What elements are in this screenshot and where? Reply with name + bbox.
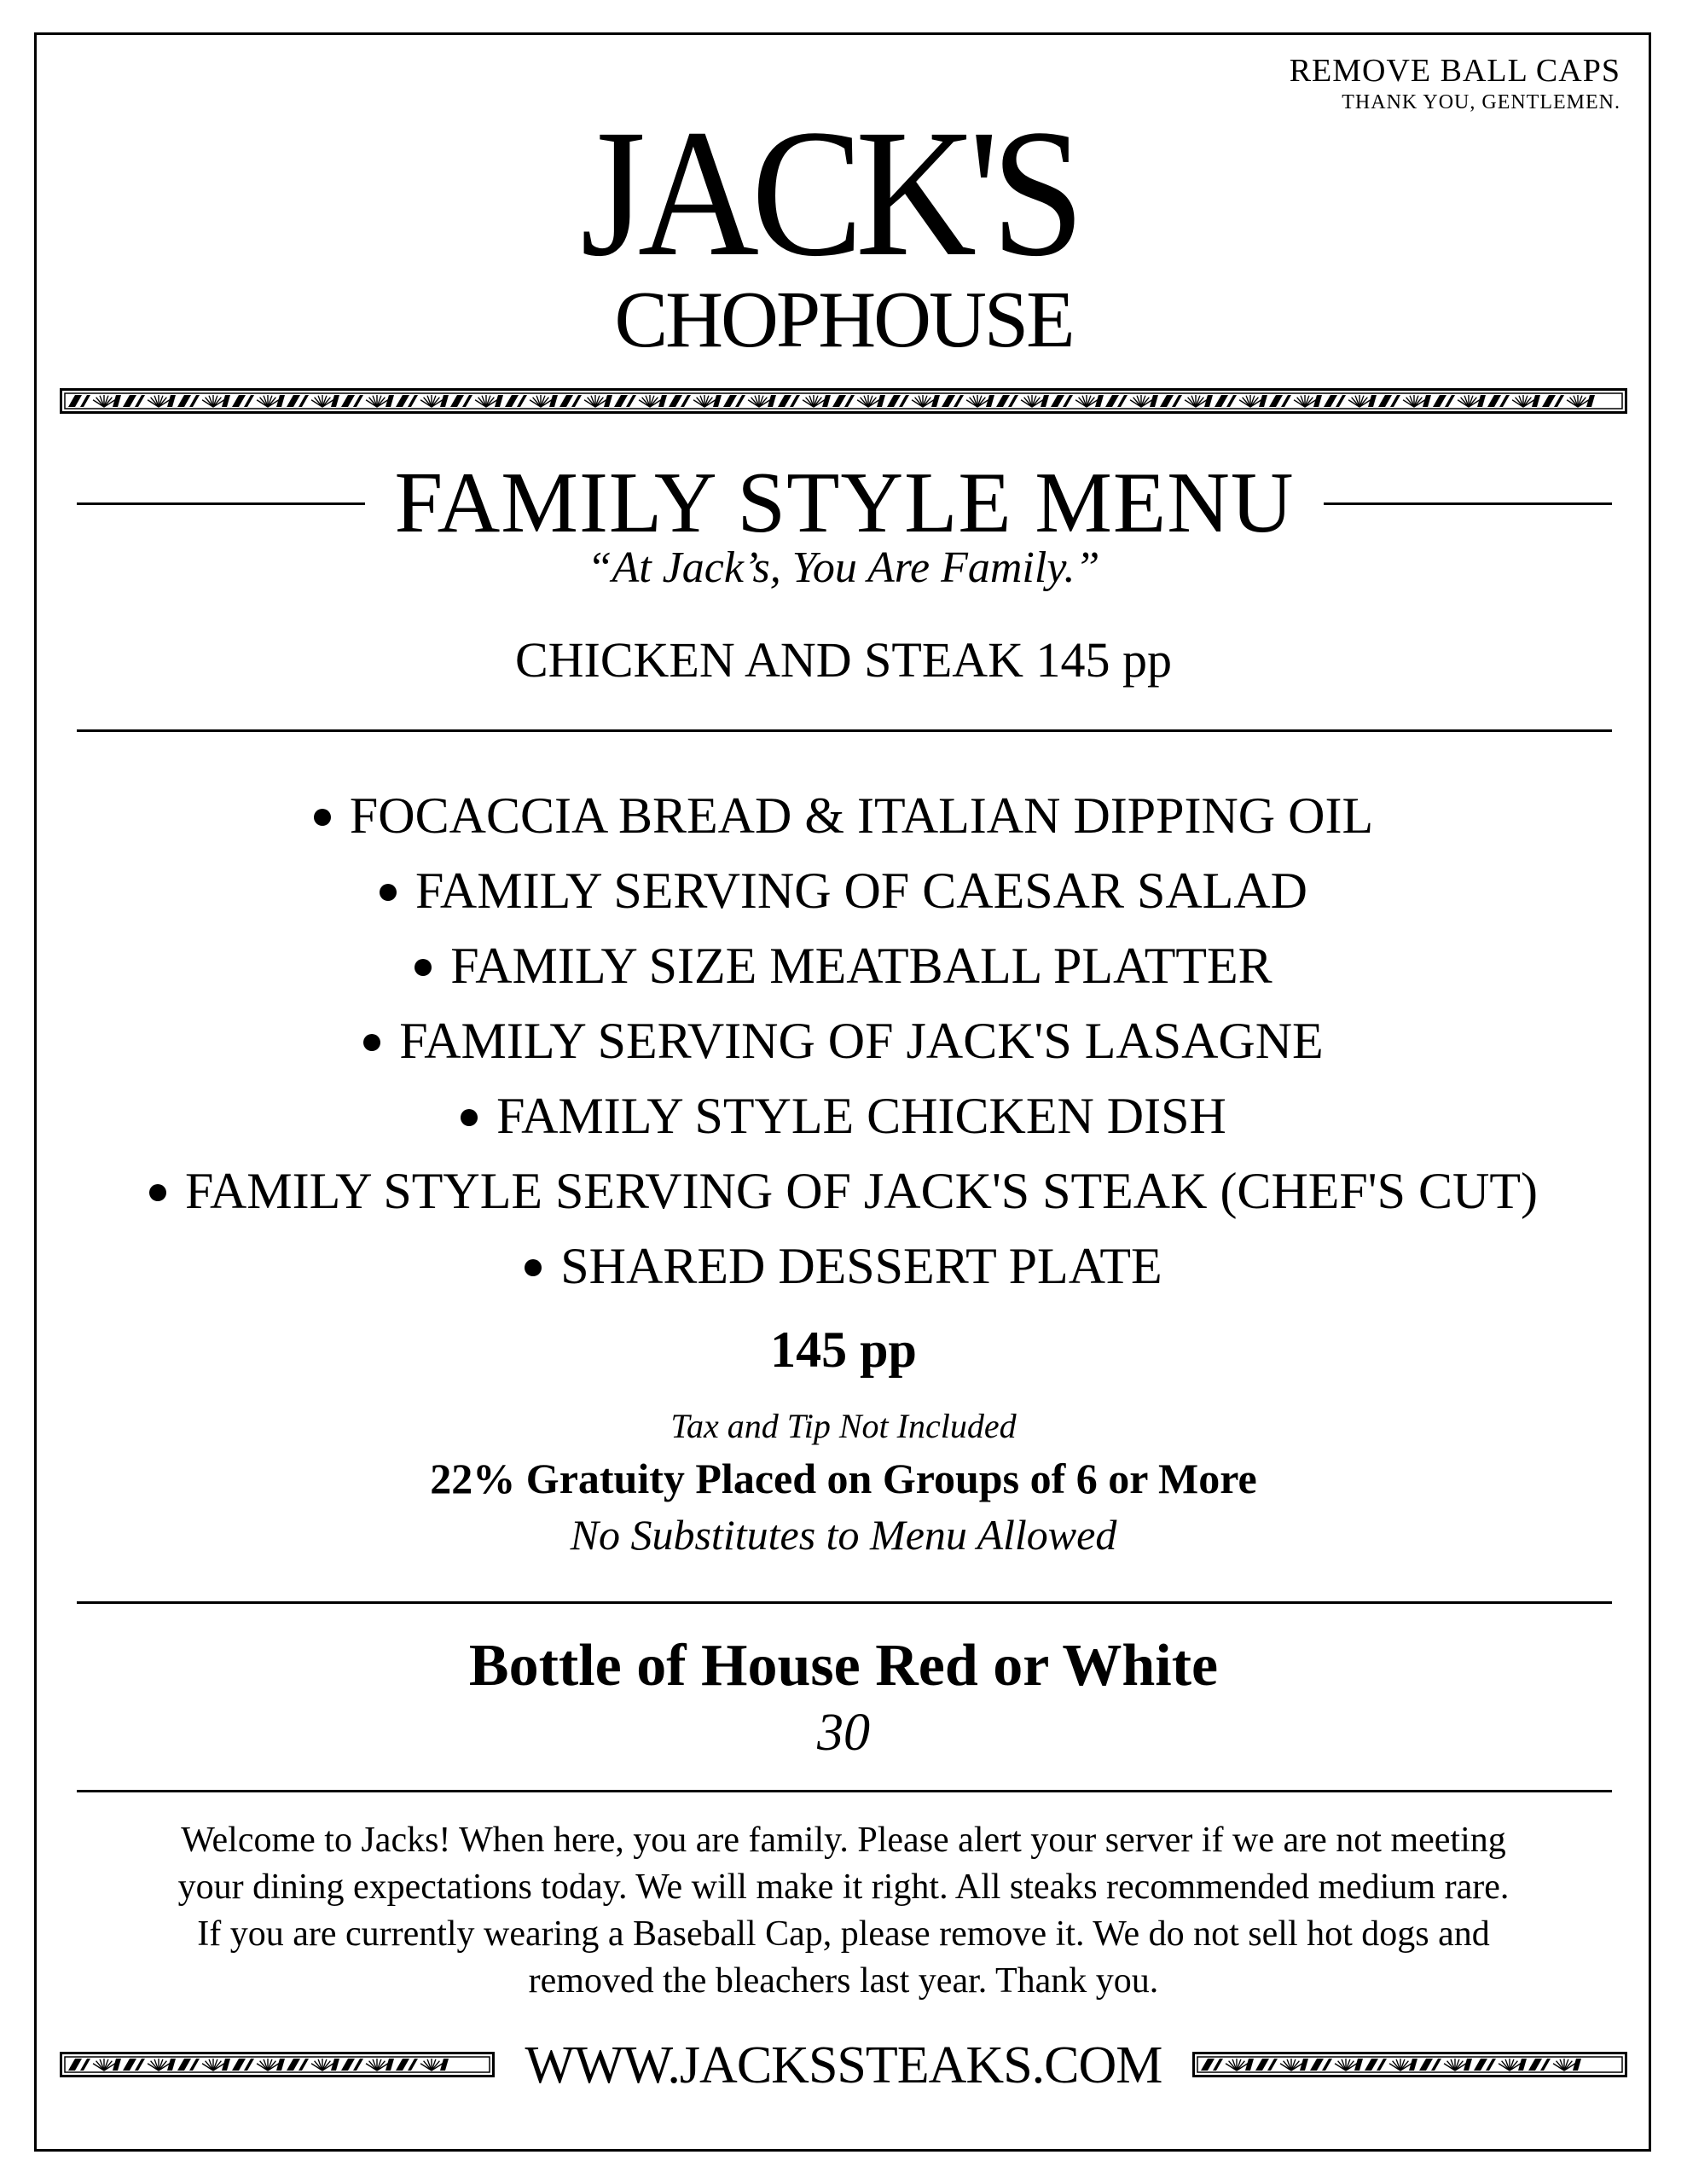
list-item: FAMILY SIZE MEATBALL PLATTER (0, 928, 1687, 1003)
menu-title-row (77, 456, 1612, 550)
list-item: FAMILY STYLE CHICKEN DISH (0, 1078, 1687, 1153)
bullet-icon (363, 1034, 380, 1051)
list-item: FAMILY SERVING OF JACK'S LASAGNE (0, 1003, 1687, 1078)
welcome-line: your dining expectations today. We will make it right. All steaks recommended medium rare. (177, 1867, 1510, 1907)
divider-3 (77, 1790, 1612, 1792)
bullet-icon (149, 1184, 166, 1201)
logo-name: JACK'S (580, 92, 1077, 294)
website-link[interactable]: WWW.JACKSSTEAKS.COM (525, 2036, 1162, 2094)
decorative-band-bottom-right (1192, 2052, 1627, 2077)
divider-2 (77, 1601, 1612, 1604)
welcome-line: Welcome to Jacks! When here, you are family. Please alert your server if we are not meeting (181, 1821, 1506, 1860)
substitution-note: No Substitutes to Menu Allowed (570, 1511, 1117, 1559)
tax-note: Tax and Tip Not Included (670, 1407, 1017, 1445)
tagline: “At Jack’s, You Are Family.” (587, 543, 1100, 592)
wine-label: Bottle of House Red or White (468, 1633, 1219, 1699)
notice-line-1: REMOVE BALL CAPS (1289, 53, 1620, 89)
divider-1 (77, 729, 1612, 732)
welcome-message (85, 1817, 1602, 2005)
list-item: FAMILY STYLE SERVING OF JACK'S STEAK (CHEF'S CUT) (0, 1153, 1687, 1228)
bullet-icon (525, 1259, 542, 1276)
list-item: FOCACCIA BREAD & ITALIAN DIPPING OIL (0, 778, 1687, 853)
list-item: FAMILY SERVING OF CAESAR SALAD (0, 853, 1687, 928)
bullet-icon (380, 884, 397, 901)
welcome-line: removed the bleachers last year. Thank you. (528, 1961, 1159, 2001)
package-name: CHICKEN AND STEAK 145 pp (514, 632, 1173, 688)
title-rule-right (1324, 502, 1612, 505)
wine-price: 30 (817, 1704, 870, 1762)
bullet-icon (415, 959, 432, 976)
bullet-icon (314, 809, 331, 826)
list-item: SHARED DESSERT PLATE (0, 1228, 1687, 1304)
welcome-line: If you are currently wearing a Baseball Cap, please remove it. We do not sell hot dogs and (197, 1914, 1490, 1954)
restaurant-logo (0, 92, 1687, 364)
menu-items-list (0, 778, 1687, 1304)
notice-line-2: THANK YOU, GENTLEMEN. (1342, 91, 1620, 113)
menu-title: FAMILY STYLE MENU (394, 455, 1295, 551)
menu-price: 145 pp (770, 1321, 917, 1378)
gratuity-note: 22% Gratuity Placed on Groups of 6 or More (430, 1455, 1257, 1502)
decorative-band-top (60, 388, 1627, 414)
logo-subtitle: CHOPHOUSE (614, 276, 1073, 364)
title-rule-left (77, 502, 365, 505)
bullet-icon (461, 1109, 478, 1126)
